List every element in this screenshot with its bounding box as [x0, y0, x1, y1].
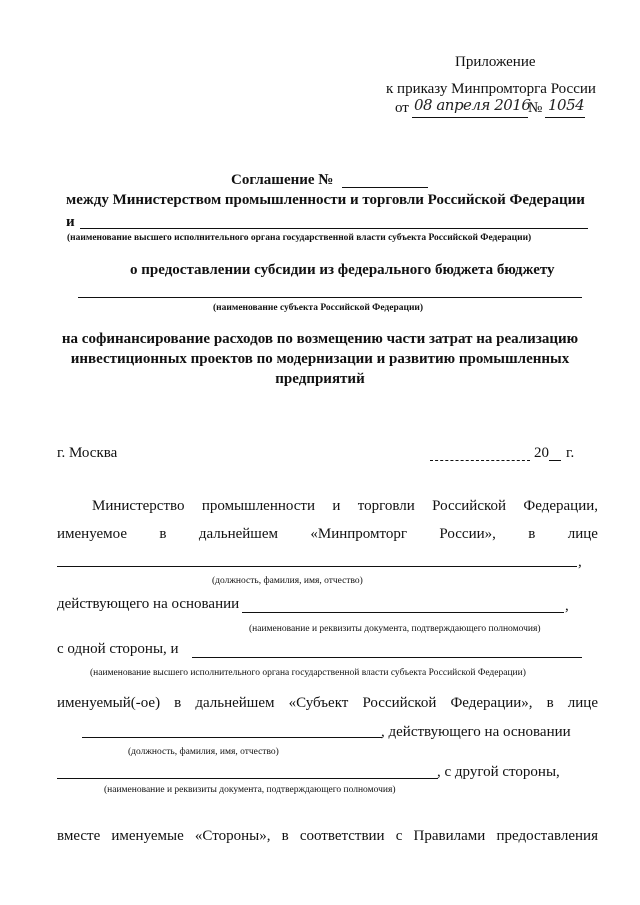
body-line-4	[57, 828, 598, 845]
appendix-number-label: №	[528, 100, 543, 116]
word: торговли	[357, 498, 415, 514]
person2-line	[82, 737, 382, 738]
caption-executive-body: (наименование высшего исполнительного органа государственной власти субъекта Российской Федерации)	[67, 233, 532, 243]
subject-name-line	[78, 297, 582, 298]
word: именуемое	[57, 526, 127, 542]
caption-document-2: (наименование и реквизиты документа, подтверждающего полномочия)	[104, 785, 396, 795]
caption-subject-name: (наименование субъекта Российской Федерации)	[213, 303, 424, 313]
word: в	[546, 695, 554, 711]
word: промышленности	[201, 498, 316, 514]
document2-line	[57, 778, 438, 779]
word: «Минпромторг	[310, 526, 408, 542]
word: Правилами	[413, 828, 486, 844]
number-underline	[545, 117, 585, 118]
other-side: , с другой стороны,	[437, 764, 560, 780]
word: в	[159, 526, 167, 542]
word: Российской	[362, 695, 437, 711]
agreement-title: Соглашение №	[231, 172, 334, 188]
word: Федерации,	[523, 498, 598, 514]
purpose-line-1: на софинансирование расходов по возмещению части затрат на реализацию	[61, 331, 579, 347]
date-underline	[412, 117, 528, 118]
word: в	[174, 695, 182, 711]
caption-person-2: (должность, фамилия, имя, отчество)	[128, 747, 279, 757]
handwritten-date: 08 апреля 2016	[414, 96, 531, 114]
word: дальнейшем	[198, 526, 279, 542]
word: Российской	[432, 498, 507, 514]
agreement-number-line	[342, 187, 428, 188]
purpose-line-3: предприятий	[275, 371, 365, 387]
caption-document-1: (наименование и реквизиты документа, подтверждающего полномочия)	[249, 624, 541, 634]
caption-person-1: (должность, фамилия, имя, отчество)	[212, 576, 363, 586]
document1-line	[242, 612, 564, 613]
body-line-1	[92, 498, 598, 515]
word: и	[332, 498, 341, 514]
word: Министерство	[92, 498, 185, 514]
body-line-3	[57, 695, 598, 712]
appendix-title: Приложение	[455, 54, 536, 70]
comma: ,	[565, 598, 569, 614]
appendix-from-label: от	[395, 100, 409, 116]
acting-basis-2: , действующего на основании	[381, 724, 571, 740]
comma: ,	[578, 554, 582, 570]
word: именуемый(-ое)	[57, 695, 161, 711]
city: г. Москва	[57, 445, 118, 461]
word: «Субъект	[288, 695, 349, 711]
word: соответствии	[299, 828, 385, 844]
agreement-and: и	[66, 214, 75, 230]
caption-executive-2: (наименование высшего исполнительного органа государственной власти субъекта Российской Федерации)	[90, 668, 526, 678]
word: «Стороны»,	[194, 828, 271, 844]
word: России»,	[439, 526, 496, 542]
acting-basis: действующего на основании	[57, 596, 240, 612]
purpose-line-2: инвестиционных проектов по модернизации и развитию промышленных	[70, 351, 570, 367]
one-side: с одной стороны, и	[57, 641, 179, 657]
agreement-between: между Министерством промышленности и торговли Российской Федерации	[66, 192, 585, 208]
word: дальнейшем	[195, 695, 275, 711]
date-blank-line	[430, 460, 530, 461]
body-line-2	[57, 526, 598, 543]
word: с	[395, 828, 403, 844]
year-suffix: г.	[566, 445, 575, 461]
word: в	[281, 828, 289, 844]
executive-body-line	[80, 228, 588, 229]
word: в	[528, 526, 536, 542]
word: лице	[567, 526, 598, 542]
appendix-order-line: к приказу Минпромторга России	[386, 81, 596, 97]
word: предоставления	[496, 828, 598, 844]
executive2-line	[192, 657, 582, 658]
year-blank-line	[549, 460, 561, 461]
word: Федерации»,	[450, 695, 533, 711]
person1-line	[57, 566, 577, 567]
word: вместе	[57, 828, 101, 844]
word: именуемые	[111, 828, 184, 844]
handwritten-number: 1054	[548, 96, 585, 114]
word: лице	[567, 695, 598, 711]
year-prefix: 20	[534, 445, 549, 461]
subsidy-line: о предоставлении субсидии из федерального бюджета бюджету	[130, 262, 555, 278]
